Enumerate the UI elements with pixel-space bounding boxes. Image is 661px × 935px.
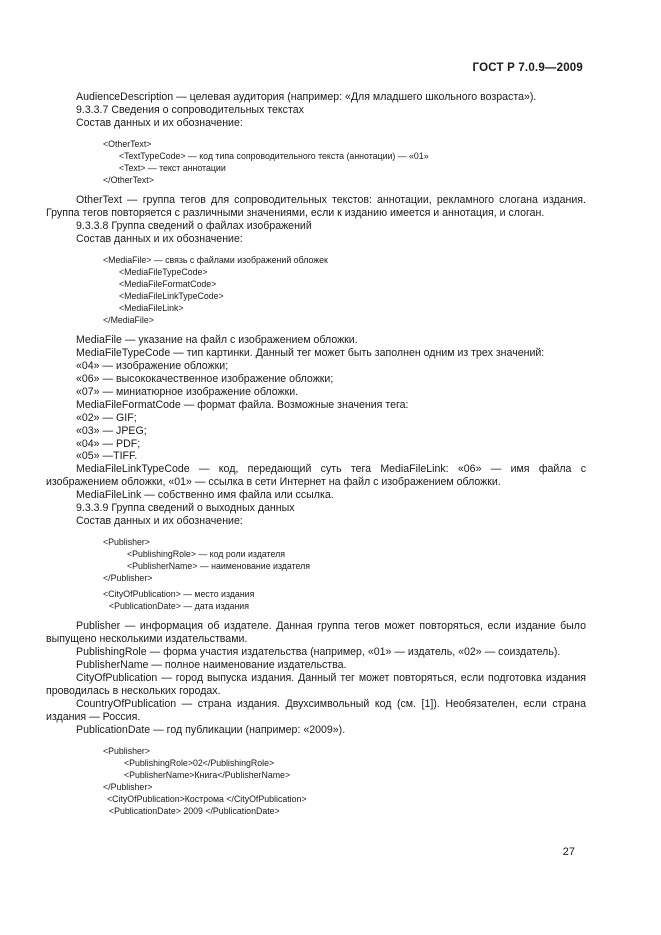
code-line: <PublicationDate> — дата издания <box>109 601 249 612</box>
paragraph: MediaFileFormatCode — формат файла. Возможные значения тега: <box>76 398 409 411</box>
paragraph: CityOfPublication — город выпуска издания. Данный тег может повторяться, если подготовка издания проводилась в нескольких городах. <box>46 672 586 697</box>
paragraph: Состав данных и их обозначение: <box>76 116 243 129</box>
paragraph: Publisher — информация об издателе. Данная группа тегов может повторяться, если издание было выпущено несколькими издательствами. <box>46 620 586 646</box>
code-line: </MediaFile> <box>103 315 154 326</box>
code-line: <PublisherName>Книга</PublisherName> <box>124 769 291 780</box>
spacer <box>46 186 586 194</box>
code-line: <PublicationDate> 2009 </PublicationDate> <box>109 806 280 817</box>
page-number: 27 <box>562 846 575 858</box>
paragraph: «07» — миниатюрное изображение обложки. <box>76 385 299 398</box>
paragraph: «06» — высококачественное изображение обложки; <box>76 373 334 385</box>
paragraph: «03» — JPEG; <box>76 424 147 437</box>
code-line: <PublishingRole> — код роли издателя <box>127 548 285 559</box>
code-line: <OtherText> <box>103 138 152 149</box>
code-line: <PublishingRole>02</PublishingRole> <box>124 757 275 768</box>
paragraph: MediaFileLink — собственно имя файла или ссылка. <box>76 489 334 502</box>
code-line: <MediaFileTypeCode> <box>119 266 208 277</box>
paragraph: OtherText — группа тегов для сопроводительных текстов: аннотации, рекламного слогана издания. Группа тегов повторяется с различными значениями, если к изданию имеется и аннотация, и слоган. <box>46 194 586 219</box>
paragraph: PublishingRole — форма участия издательства (например, «01» — издатель, «02» — соиздатель). <box>76 646 561 659</box>
code-line: </OtherText> <box>103 175 154 185</box>
code-line: <CityOfPublication>Кострома </CityOfPublication> <box>107 793 307 804</box>
code-line: <Text> — текст аннотации <box>119 162 226 173</box>
paragraph: 9.3.3.7 Сведения о сопроводительных текстах <box>76 103 304 116</box>
paragraph: «02» — GIF; <box>76 411 137 424</box>
paragraph: CountryOfPublication — страна издания. Двухсимвольный код (см. [1]). Необязателен, если страна издания — Россия. <box>46 697 586 723</box>
paragraph: PublisherName — полное наименование издательства. <box>76 659 347 672</box>
code-line: </Publisher> <box>103 781 153 792</box>
code-line: <TextTypeCode> — код типа сопроводительного текста (аннотации) — «01» <box>119 150 429 161</box>
spacer <box>46 246 586 254</box>
standard-code-header: ГОСТ Р 7.0.9—2009 <box>472 62 583 74</box>
spacer <box>46 130 586 138</box>
paragraph: MediaFile — указание на файл с изображением обложки. <box>76 334 358 347</box>
paragraph: MediaFileTypeCode — тип картинки. Данный тег может быть заполнен одним из трех значений: <box>76 347 545 360</box>
code-line: <MediaFile> — связь с файлами изображений обложек <box>103 254 328 265</box>
paragraph: AudienceDescription — целевая аудитория (например: «Для младшего школьного возраста»). <box>76 91 537 103</box>
spacer <box>46 326 586 334</box>
paragraph: Состав данных и их обозначение: <box>76 514 243 527</box>
code-line: <PublisherName> — наименование издателя <box>127 561 311 572</box>
code-line: <Publisher> <box>103 536 150 547</box>
code-line: <MediaFileLink> <box>119 303 184 314</box>
spacer <box>46 612 586 620</box>
spacer <box>46 528 586 536</box>
code-line: <CityOfPublication> — место издания <box>103 589 255 600</box>
code-line: <MediaFileLinkTypeCode> <box>119 291 224 301</box>
spacer <box>46 737 586 745</box>
paragraph: MediaFileLinkTypeCode — код, передающий суть тега MediaFileLink: «06» — имя файла с изображением обложки, «01» — ссылка в сети Интернет на файл с изображением обложки. <box>46 463 586 489</box>
paragraph: PublicationDate — год публикации (например: «2009»). <box>76 723 346 736</box>
paragraph: «04» — PDF; <box>76 437 141 450</box>
paragraph: Состав данных и их обозначение: <box>76 232 243 245</box>
document-body <box>46 91 586 817</box>
paragraph: 9.3.3.9 Группа сведений о выходных данных <box>76 502 295 515</box>
paragraph: «04» — изображение обложки; <box>76 360 229 373</box>
code-line: </Publisher> <box>103 573 153 584</box>
code-line: <MediaFileFormatCode> <box>119 278 217 289</box>
code-line: <Publisher> <box>103 745 150 756</box>
paragraph: 9.3.3.8 Группа сведений о файлах изображений <box>76 219 312 232</box>
paragraph: «05» —TIFF. <box>76 450 138 463</box>
